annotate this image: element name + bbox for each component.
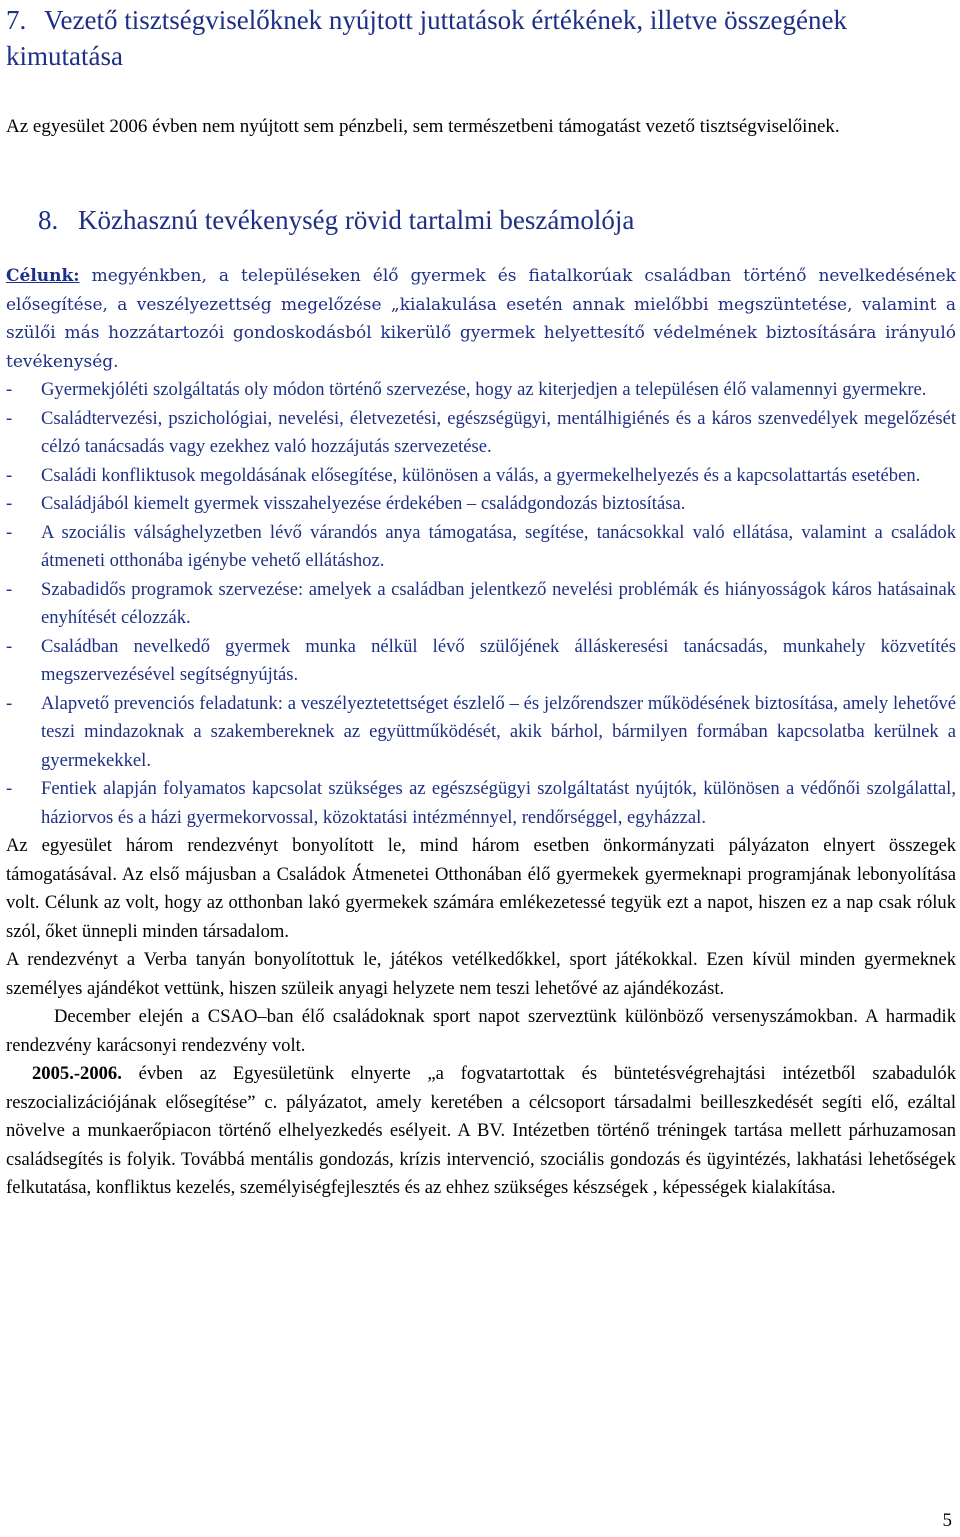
list-item-text: Alapvető prevenciós feladatunk: a veszélyeztetettséget észlelő – és jelzőrendszer működésének biztosítása, amely lehetővé teszi mindazoknak a szakembereknek az együttműködését, akik bárhol, bármilyen formában kapcsolatba kerülnek a gyermekekkel. bbox=[41, 692, 956, 771]
list-item bbox=[6, 405, 956, 462]
list-item-text: Gyermekjóléti szolgáltatás oly módon történő szervezése, hogy az kiterjedjen a településen élő valamennyi gyermekre. bbox=[41, 379, 927, 400]
list-dash: - bbox=[6, 464, 13, 486]
list-item bbox=[6, 462, 956, 491]
list-dash: - bbox=[6, 521, 13, 543]
grant-text: évben az Egyesületünk elnyerte „a fogvatartottak és büntetésvégrehajtási intézetből szabadulók reszocializációjának elősegítése” c. pályázatot, amely keretében a célcsoport társadalmi beilleszkedését segíti elő, ezáltal növelve a munkaerőpiacon történő elhelyezkedés esélyeit. A BV. Intézetben történő tréningek tartása mellett párhuzamosan családsegítés is folyik. Továbbá mentális gondozás, krízis intervenció, szociális gondozás és ügyintézés, lakhatási lehetőségek felkutatása, konfliktus kezelés, személyiségfejlesztés és az ehhez szükséges készségek , képességek kialakítása. bbox=[6, 1063, 956, 1198]
section-8-number: 8. bbox=[38, 205, 59, 235]
list-dash: - bbox=[6, 578, 13, 600]
list-item bbox=[6, 376, 956, 405]
section-7-heading bbox=[6, 2, 956, 74]
section-7-text: Az egyesület 2006 évben nem nyújtott sem pénzbeli, sem természetbeni támogatást vezető tisztségviselőinek. bbox=[6, 116, 840, 137]
list-dash: - bbox=[6, 407, 13, 429]
list-item-text: Családi konfliktusok megoldásának elősegítése, különösen a válás, a gyermekelhelyezés és a kapcsolattartás esetében. bbox=[41, 464, 921, 486]
list-dash: - bbox=[6, 379, 13, 400]
activity-list bbox=[6, 376, 956, 832]
list-item-text: Fentiek alapján folyamatos kapcsolat szükséges az egészségügyi szolgáltatást nyújtók, különösen a védőnői szolgálattal, háziorvos és a házi gyermekorvossal, közoktatási intézménnyel, rendőrséggel, egyházzal. bbox=[41, 778, 956, 828]
paragraph-verba: A rendezvényt a Verba tanyán bonyolítottuk le, játékos vetélkedőkkel, sport játékokkal. Ezen kívül minden gyermeknek személyes ajándékot vettünk, hiszen szüleik anyagi helyzete nem teszi lehetővé az ajándékozást. bbox=[6, 949, 956, 999]
list-item bbox=[6, 775, 956, 832]
list-dash: - bbox=[6, 692, 13, 714]
list-dash: - bbox=[6, 635, 13, 657]
section-8-body bbox=[6, 262, 956, 1203]
list-item bbox=[6, 519, 956, 576]
section-8-title: Közhasznú tevékenység rövid tartalmi beszámolója bbox=[78, 205, 635, 235]
section-7-title: Vezető tisztségviselőknek nyújtott juttatások értékének, illetve összegének kimutatása bbox=[6, 5, 848, 71]
section-8-heading bbox=[38, 202, 938, 238]
list-item-text: Családban nevelkedő gyermek munka nélkül lévő szülőjének álláskeresési tanácsadás, munkahely közvetítés megszervezésével segítségnyújtás. bbox=[41, 635, 956, 685]
list-dash: - bbox=[6, 778, 13, 799]
list-item bbox=[6, 633, 956, 690]
list-item-text: Családjából kiemelt gyermek visszahelyezése érdekében – családgondozás biztosítása. bbox=[41, 493, 686, 514]
paragraph-december: December elején a CSAO–ban élő családoknak sport napot szerveztünk különböző versenyszámokban. A harmadik rendezvény karácsonyi rendezvény volt. bbox=[6, 1006, 956, 1056]
list-item bbox=[6, 490, 956, 519]
list-dash: - bbox=[6, 493, 13, 514]
list-item-text: A szociális válsághelyzetben lévő várandós anya támogatása, segítése, tanácsokkal való ellátása, valamint a családok átmeneti otthonába igénybe vehető ellátáshoz. bbox=[41, 521, 956, 571]
page-number: 5 bbox=[942, 1510, 952, 1531]
goal-paragraph bbox=[6, 262, 956, 376]
list-item-text: Családtervezési, pszichológiai, nevelési, életvezetési, egészségügyi, mentálhigiénés és a káros szenvedélyek megelőzését célzó tanácsadás vagy ezekhez való hozzájutás szervezetése. bbox=[41, 407, 956, 457]
list-item-text: Szabadidős programok szervezése: amelyek a családban jelentkező nevelési problémák és hiányosságok káros hatásainak enyhítését célozzák. bbox=[41, 578, 956, 628]
list-item bbox=[6, 690, 956, 776]
list-item bbox=[6, 576, 956, 633]
paragraph-grant bbox=[6, 1060, 956, 1203]
section-7-number: 7. bbox=[6, 5, 27, 35]
goal-text: megyénkben, a településeken élő gyermek és fiatalkorúak családban történő nevelkedésének elősegítése, a veszélyezettség megelőzése „kialakulása esetén annak mielőbbi megszüntetése, valamint a szülői más hozzátartozói gondoskodásból kikerülő gyermek helyettesítő védelmének biztosítására irányuló tevékenység. bbox=[6, 266, 956, 372]
goal-label: Célunk: bbox=[6, 266, 80, 286]
paragraph-events: Az egyesület három rendezvényt bonyolított le, mind három esetben önkormányzati pályázaton elnyert összegek támogatásával. Az első májusban a Családok Átmenetei Otthonában élő gyermekek gyermeknapi programjának lebonyolítása volt. Célunk az volt, hogy az otthonban lakó gyermekek számára emlékezetessé tegyük ezt a napot, hiszen ez a nap csak róluk szól, őket ünnepli minden társadalom. bbox=[6, 835, 956, 942]
grant-years: 2005.-2006. bbox=[32, 1063, 122, 1084]
